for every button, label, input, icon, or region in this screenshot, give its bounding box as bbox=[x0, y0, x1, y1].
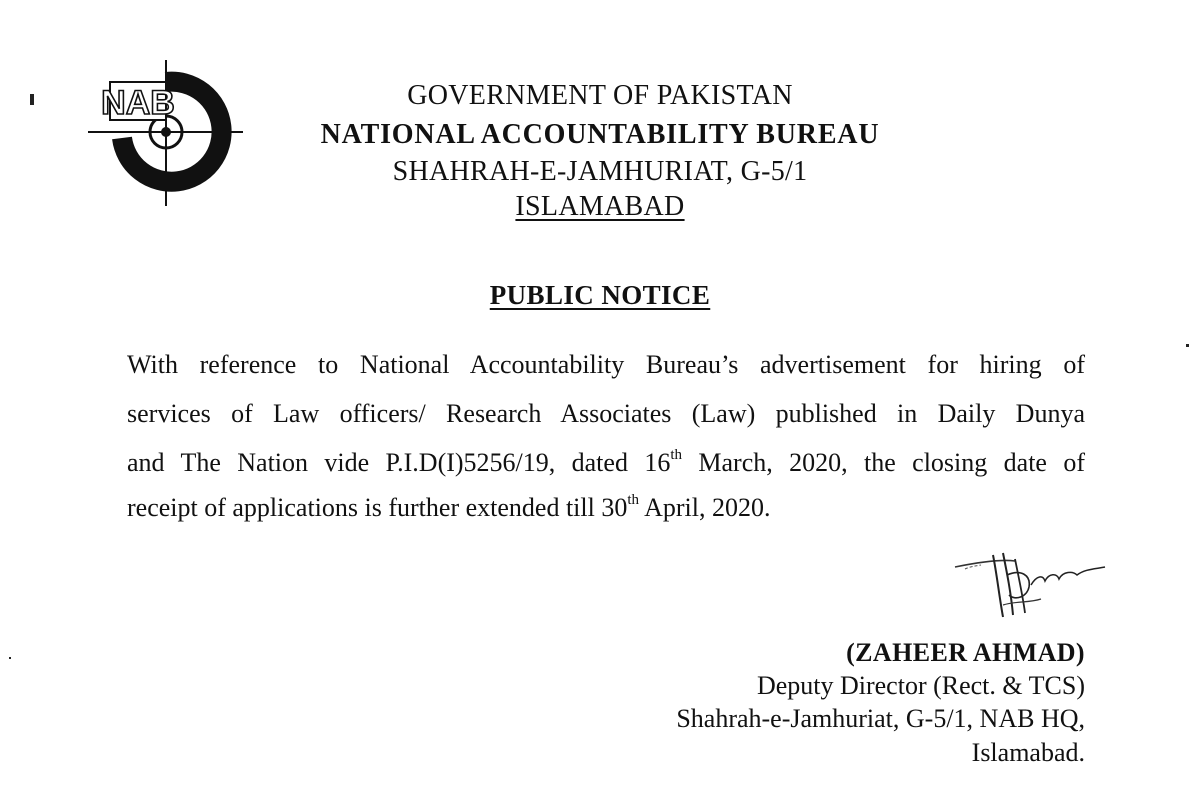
signatory-designation: Deputy Director (Rect. & TCS) bbox=[756, 671, 1085, 700]
line4-part-a: receipt of applications is further extended till 30 bbox=[127, 493, 628, 522]
notice-title bbox=[300, 282, 900, 309]
signatory-city: Islamabad. bbox=[971, 738, 1085, 767]
notice-body-line-2: services of Law officers/ Research Associates (Law) published in Daily Dunya bbox=[127, 399, 1085, 428]
city-heading bbox=[300, 193, 900, 221]
handwritten-signature bbox=[945, 545, 1135, 625]
address-heading: SHAHRAH-E-JAMHURIAT, G-5/1 bbox=[392, 156, 808, 187]
line3-ordinal: th bbox=[670, 447, 683, 463]
scan-speck bbox=[30, 94, 34, 105]
government-heading: GOVERNMENT OF PAKISTAN bbox=[407, 80, 793, 111]
signatory-address: Shahrah-e-Jamhuriat, G-5/1, NAB HQ, bbox=[676, 704, 1085, 733]
signatory-name: (ZAHEER AHMAD) bbox=[846, 638, 1085, 667]
scan-speck bbox=[1186, 344, 1189, 347]
notice-title-text: PUBLIC NOTICE bbox=[489, 280, 711, 310]
line4-ordinal: th bbox=[627, 492, 640, 508]
scan-speck bbox=[9, 657, 11, 659]
logo-acronym: NAB bbox=[101, 84, 175, 122]
line3-part-b: March, 2020, the closing date of bbox=[682, 448, 1085, 477]
notice-body-line-1: With reference to National Accountability Bureau’s advertisement for hiring of bbox=[127, 350, 1085, 379]
nab-logo bbox=[88, 60, 248, 206]
notice-body-line-3 bbox=[127, 447, 1085, 477]
bureau-heading: NATIONAL ACCOUNTABILITY BUREAU bbox=[320, 119, 880, 150]
line3-part-a: and The Nation vide P.I.D(I)5256/19, dated 16 bbox=[127, 448, 671, 477]
city-heading-text: ISLAMABAD bbox=[515, 191, 685, 222]
notice-body-line-4 bbox=[127, 492, 1085, 522]
line4-part-b: April, 2020. bbox=[639, 493, 771, 522]
